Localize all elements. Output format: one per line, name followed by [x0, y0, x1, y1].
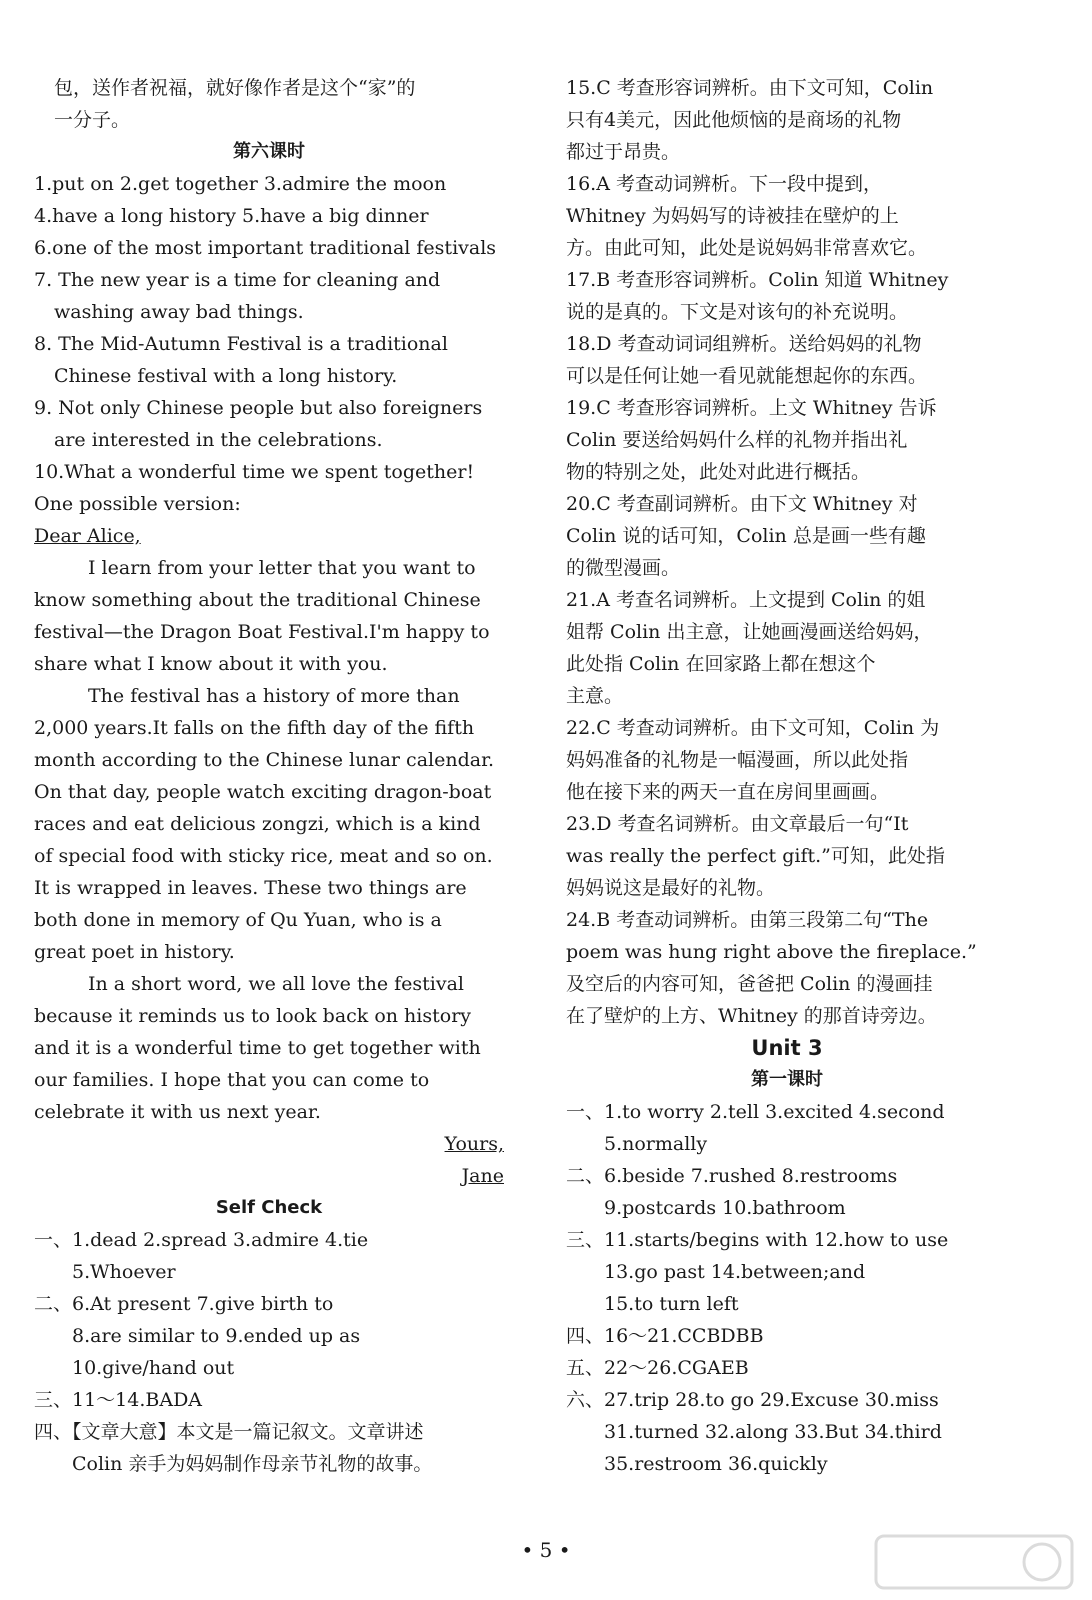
- left-column-line: 6.one of the most important traditional festivals: [34, 237, 497, 259]
- right-column-line: 二、6.beside 7.rushed 8.restrooms: [566, 1165, 898, 1187]
- right-column-line: Colin 要送给妈妈什么样的礼物并指出礼: [566, 429, 908, 451]
- left-column-line: both done in memory of Qu Yuan, who is a: [34, 909, 442, 931]
- left-column-line: 10.give/hand out: [72, 1357, 235, 1379]
- right-column-line: 的微型漫画。: [566, 557, 681, 579]
- left-column-line: The festival has a history of more than: [88, 685, 460, 707]
- right-column-line: 23.D 考查名词辨析。由文章最后一句“It: [566, 813, 909, 835]
- left-column: [34, 72, 504, 1480]
- left-column-line: Self Check: [215, 1197, 323, 1218]
- right-column-line: 17.B 考查形容词辨析。Colin 知道 Whitney: [566, 269, 949, 291]
- right-column-line: 说的是真的。下文是对该句的补充说明。: [566, 301, 909, 323]
- left-column-line: 7. The new year is a time for cleaning and: [34, 269, 441, 291]
- left-column-line: 5.Whoever: [72, 1261, 176, 1283]
- right-column-line: 15.to turn left: [604, 1293, 739, 1315]
- left-column-line: 四、【文章大意】本文是一篇记叙文。文章讲述: [34, 1421, 424, 1443]
- left-column-line: because it reminds us to look back on history: [34, 1005, 472, 1027]
- left-column-line: 2,000 years.It falls on the fifth day of the fifth: [34, 717, 475, 739]
- left-column-line: On that day, people watch exciting dragon-boat: [34, 781, 492, 803]
- right-column-line: 5.normally: [604, 1133, 708, 1155]
- right-column-line: 方。由此可知，此处是说妈妈非常喜欢它。: [566, 237, 928, 259]
- right-column-line: 此处指 Colin 在回家路上都在想这个: [566, 653, 876, 675]
- right-column-line: poem was hung right above the fireplace.”: [566, 941, 977, 963]
- left-column-line: are interested in the celebrations.: [54, 429, 383, 451]
- right-column-line: 姐帮 Colin 出主意，让她画漫画送给妈妈，: [566, 621, 933, 643]
- right-column-line: 可以是任何让她一看见就能想起你的东西。: [566, 365, 928, 387]
- left-column-line: 一分子。: [54, 109, 131, 131]
- left-column-line: 一、1.dead 2.spread 3.admire 4.tie: [34, 1229, 369, 1251]
- left-column-line: celebrate it with us next year.: [34, 1101, 321, 1123]
- right-column-line: Unit 3: [751, 1036, 823, 1060]
- left-column-line: our families. I hope that you can come to: [34, 1069, 430, 1091]
- right-column-line: 主意。: [566, 685, 624, 707]
- right-column-line: 只有4美元，因此他烦恼的是商场的礼物: [566, 109, 902, 131]
- watermark-logo-icon: [874, 1532, 1074, 1592]
- left-column-line: 包，送作者祝福，就好像作者是这个“家”的: [54, 77, 416, 99]
- right-column-line: 20.C 考查副词辨析。由下文 Whitney 对: [566, 493, 918, 515]
- left-column-line: Yours,: [444, 1133, 504, 1155]
- right-column-line: 五、22～26.CGAEB: [566, 1357, 749, 1379]
- right-column-line: 22.C 考查动词辨析。由下文可知，Colin 为: [566, 717, 940, 739]
- left-column-line: 8.are similar to 9.ended up as: [72, 1325, 361, 1347]
- left-column-line: and it is a wonderful time to get together with: [34, 1037, 481, 1059]
- right-column-line: 18.D 考查动词词组辨析。送给妈妈的礼物: [566, 333, 922, 355]
- right-column-line: 六、27.trip 28.to go 29.Excuse 30.miss: [566, 1389, 939, 1411]
- left-column-line: great poet in history.: [34, 941, 235, 963]
- right-column-line: 三、11.starts/begins with 12.how to use: [566, 1229, 949, 1251]
- left-column-line: share what I know about it with you.: [34, 653, 388, 675]
- right-column-line: 物的特别之处，此处对此进行概括。: [566, 461, 871, 483]
- right-column-line: 都过于昂贵。: [566, 141, 681, 163]
- right-column-line: 一、1.to worry 2.tell 3.excited 4.second: [566, 1101, 945, 1123]
- right-column-line: Whitney 为妈妈写的诗被挂在壁炉的上: [566, 205, 899, 227]
- right-column-line: 在了壁炉的上方、Whitney 的那首诗旁边。: [566, 1005, 937, 1027]
- left-column-line: of special food with sticky rice, meat and so on.: [34, 845, 493, 867]
- left-column-line: 1.put on 2.get together 3.admire the moon: [34, 173, 447, 195]
- right-column-line: 24.B 考查动词辨析。由第三段第二句“The: [566, 909, 929, 931]
- right-column-line: 13.go past 14.between;and: [604, 1261, 866, 1283]
- left-column-line: Dear Alice,: [34, 525, 141, 547]
- right-column-line: 16.A 考查动词辨析。下一段中提到，: [566, 173, 882, 195]
- right-column-line: 15.C 考查形容词辨析。由下文可知，Colin: [566, 77, 934, 99]
- right-column-line: 19.C 考查形容词辨析。上文 Whitney 告诉: [566, 397, 937, 419]
- left-column-line: 8. The Mid-Autumn Festival is a traditional: [34, 333, 448, 355]
- right-column-line: was really the perfect gift.”可知，此处指: [566, 845, 945, 867]
- left-column-line: festival—the Dragon Boat Festival.I'm happy to: [34, 621, 490, 643]
- right-column-line: 妈妈准备的礼物是一幅漫画，所以此处指: [566, 749, 909, 771]
- left-column-line: know something about the traditional Chinese: [34, 589, 481, 611]
- right-column-line: 第一课时: [751, 1069, 823, 1090]
- left-column-line: 三、11～14.BADA: [34, 1389, 203, 1411]
- left-column-line: I learn from your letter that you want to: [88, 557, 476, 579]
- right-column-line: 21.A 考查名词辨析。上文提到 Colin 的姐: [566, 589, 926, 611]
- right-column-line: 31.turned 32.along 33.But 34.third: [604, 1421, 942, 1443]
- right-column-line: 妈妈说这是最好的礼物。: [566, 877, 776, 899]
- right-column-line: 他在接下来的两天一直在房间里画画。: [566, 781, 890, 803]
- left-column-line: One possible version:: [34, 493, 241, 515]
- left-column-line: 第六课时: [233, 141, 305, 162]
- left-column-line: 10.What a wonderful time we spent together!: [34, 461, 475, 483]
- right-column-line: 四、16～21.CCBDBB: [566, 1325, 764, 1347]
- right-column-line: Colin 说的话可知，Colin 总是画一些有趣: [566, 525, 926, 547]
- left-column-line: 二、6.At present 7.give birth to: [34, 1293, 334, 1315]
- left-column-line: 9. Not only Chinese people but also foreigners: [34, 397, 483, 419]
- left-column-line: Chinese festival with a long history.: [54, 365, 398, 387]
- left-column-line: 4.have a long history 5.have a big dinner: [34, 205, 429, 227]
- left-column-line: In a short word, we all love the festival: [88, 973, 464, 995]
- left-column-line: Jane: [461, 1165, 504, 1187]
- right-column: [566, 72, 1008, 1480]
- page-number: • 5 •: [521, 1538, 571, 1562]
- left-column-line: washing away bad things.: [54, 301, 304, 323]
- left-column-line: month according to the Chinese lunar calendar.: [34, 749, 495, 771]
- right-column-line: 9.postcards 10.bathroom: [604, 1197, 846, 1219]
- right-column-line: 35.restroom 36.quickly: [604, 1453, 828, 1475]
- left-column-line: races and eat delicious zongzi, which is a kind: [34, 813, 481, 835]
- left-column-line: Colin 亲手为妈妈制作母亲节礼物的故事。: [72, 1453, 433, 1475]
- left-column-line: It is wrapped in leaves. These two things are: [34, 877, 467, 899]
- right-column-line: 及空后的内容可知，爸爸把 Colin 的漫画挂: [566, 973, 933, 995]
